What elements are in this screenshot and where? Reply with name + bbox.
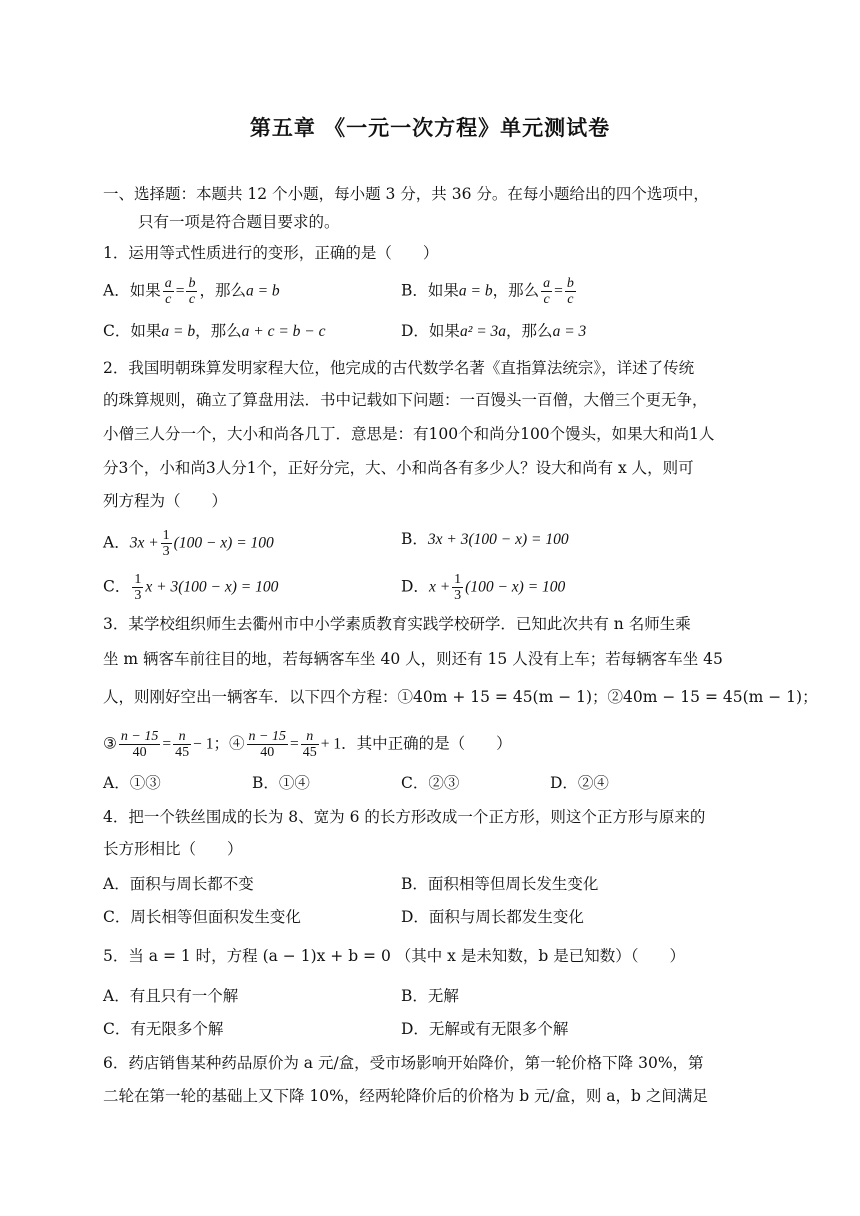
q1-option-d: D．如果a² = 3a，那么a = 3 [401,322,587,340]
q4-option-d: D．面积与周长都发生变化 [401,908,584,926]
q2-option-c: C． $\frac{1}{3}$ x + 3(100 − x) = 100 [103,572,279,603]
q1-option-c: C．如果a = b，那么a + c = b − c [103,322,326,340]
question-4-line-2: 长方形相比（ ） [103,840,243,858]
q1-option-b: B．如果a = b，那么 $\frac{a}{c}$ = $\frac{b}{c}$ [401,276,574,307]
q4-option-c: C．周长相等但面积发生变化 [103,908,301,926]
q5-option-b: B．无解 [401,987,459,1005]
question-2-line-1: 2．我国明朝珠算发明家程大位，他完成的古代数学名著《直指算法统宗》，详述了传统 [103,359,695,377]
q5-option-a: A．有且只有一个解 [103,987,239,1005]
question-1-stem: 1．运用等式性质进行的变形，正确的是（ ） [103,244,439,262]
q2-option-d: D．x + $\frac{1}{3}$ (100 − x) = 100 [401,572,566,603]
page-title: 第五章 《一元一次方程》单元测试卷 [249,116,611,140]
q3-option-c: C．②③ [401,774,460,792]
question-6-line-2: 二轮在第一轮的基础上又下降 10%，经两轮降价后的价格为 b 元/盒，则 a，b 之间满足 [103,1087,708,1105]
q2-option-a: A．3x + $\frac{1}{3}$ (100 − x) = 100 [103,528,274,559]
q5-option-d: D．无解或有无限多个解 [401,1020,569,1038]
q1-option-a: A．如果 $\frac{a}{c}$ = $\frac{b}{c}$ ，那么a = b [103,276,280,307]
section-heading-cont: 只有一项是符合题目要求的。 [138,213,340,231]
question-4-line-1: 4．把一个铁丝围成的长为 8、宽为 6 的长方形改成一个正方形，则这个正方形与原来的 [103,808,706,826]
question-6-line-1: 6．药店销售某种药品原价为 a 元/盒，受市场影响开始降价，第一轮价格下降 30%，第 [103,1054,704,1072]
q5-option-c: C．有无限多个解 [103,1020,224,1038]
q4-option-b: B．面积相等但周长发生变化 [401,875,599,893]
question-3-line-4: ③ $\frac{n - 15}{40}$ = $\frac{n}{45}$ − 1；④ $\frac{n - 15}{40}$ = $\frac{n}{45}$ + 1．其中正确的是（ ） [103,729,512,760]
q2-option-b: B．3x + 3(100 − x) = 100 [401,530,569,548]
question-3-line-1: 3．某学校组织师生去衢州市中小学素质教育实践学校研学．已知此次共有 n 名师生乘 [103,615,691,633]
q3-option-d: D．②④ [550,774,609,792]
q3-option-a: A．①③ [103,774,161,792]
question-2-line-3: 小僧三人分一个，大小和尚各几丁．意思是：有100个和尚分100个馒头，如果大和尚1人 [103,425,715,443]
section-heading: 一、选择题：本题共 12 个小题，每小题 3 分，共 36 分。在每小题给出的四个选项中， [103,185,709,203]
question-3-line-3: 人，则刚好空出一辆客车．以下四个方程：①40m + 15 = 45(m − 1)；②40m − 15 = 45(m − 1)； [103,688,818,706]
question-5-stem: 5．当 a = 1 时，方程 (a − 1)x + b = 0 （其中 x 是未知数，b 是已知数）（ ） [103,947,685,965]
question-2-line-4: 分3个，小和尚3人分1个，正好分完，大、小和尚各有多少人？设大和尚有 x 人，则可 [103,459,694,477]
q4-option-a: A．面积与周长都不变 [103,875,254,893]
question-2-line-5: 列方程为（ ） [103,492,228,510]
q3-option-b: B．①④ [252,774,310,792]
question-3-line-2: 坐 m 辆客车前往目的地，若每辆客车坐 40 人，则还有 15 人没有上车；若每辆客车坐 45 [103,650,723,668]
question-2-line-2: 的珠算规则，确立了算盘用法．书中记载如下问题：一百馒头一百僧，大僧三个更无争， [103,391,708,409]
